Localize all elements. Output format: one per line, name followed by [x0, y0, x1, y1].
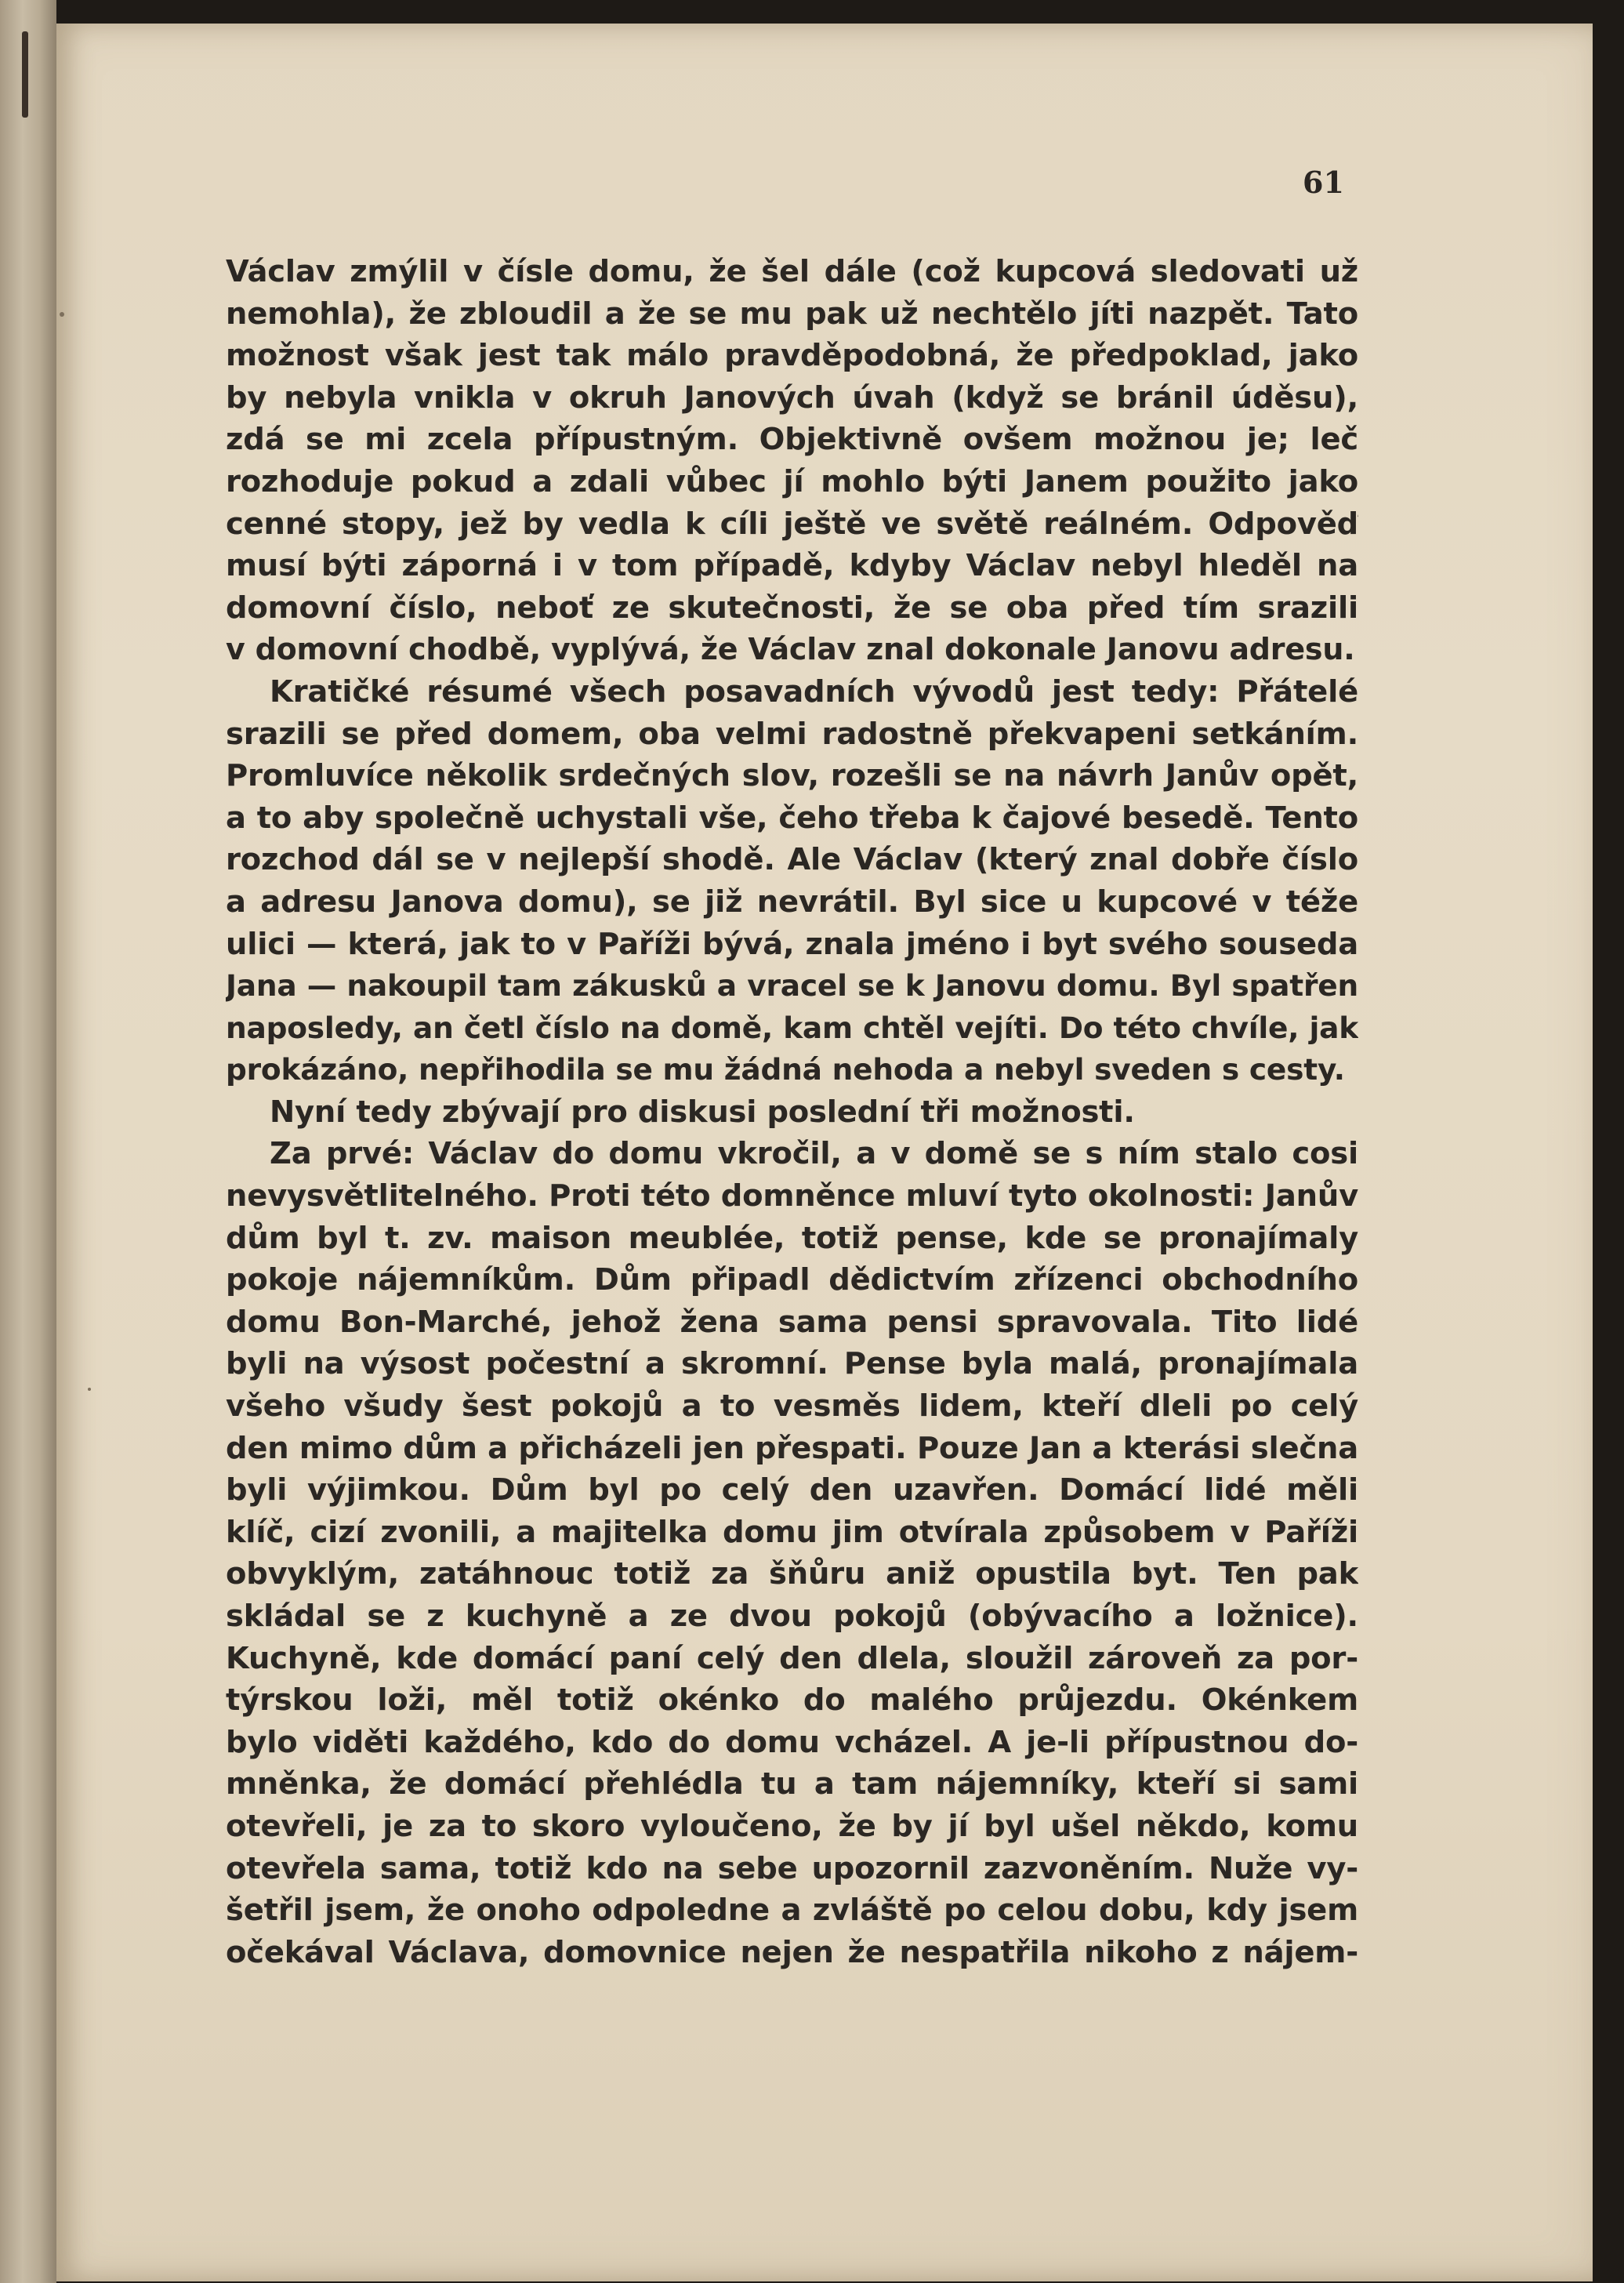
text-line: rozhoduje pokud a zdali vůbec jí mohlo býti Janem použito jako: [226, 463, 1358, 499]
text-line: rozchod dál se v nejlepší shodě. Ale Václav (který znal dobře číslo: [226, 842, 1358, 878]
text-line: by nebyla vnikla v okruh Janových úvah (když se bránil úděsu),: [226, 379, 1358, 416]
text-line: a adresu Janova domu), se již nevrátil. Byl sice u kupcové v téže: [226, 884, 1358, 920]
book-spine-edge: [0, 0, 56, 2283]
text-line: otevřeli, je za to skoro vyloučeno, že by jí byl ušel někdo, komu: [226, 1808, 1358, 1844]
text-line: domu Bon-Marché, jehož žena sama pensi spravovala. Tito lidé: [226, 1304, 1358, 1340]
text-line: očekával Václava, domovnice nejen že nespatřila nikoho z nájem-: [226, 1934, 1358, 1970]
text-line: v domovní chodbě, vyplývá, že Václav znal dokonale Janovu adresu.: [226, 632, 1355, 667]
text-line: musí býti záporná i v tom případě, kdyby Václav nebyl hleděl na: [226, 548, 1358, 584]
text-line: mněnka, že domácí přehlédla tu a tam nájemníky, kteří si sami: [226, 1766, 1358, 1802]
text-line: Jana — nakoupil tam zákusků a vracel se k Janovu domu. Byl spatřen: [226, 968, 1358, 1004]
text-line: Nyní tedy zbývají pro diskusi poslední tři možnosti.: [270, 1094, 1135, 1130]
binding-mark: [22, 31, 28, 118]
text-line: Kuchyně, kde domácí paní celý den dlela, sloužil zároveň za por-: [226, 1640, 1358, 1676]
text-line: skládal se z kuchyně a ze dvou pokojů (obývacího a ložnice).: [226, 1599, 1358, 1634]
body-text: [226, 251, 1358, 1973]
text-line: Václav zmýlil v čísle domu, že šel dále (což kupcová sledovati už: [226, 254, 1358, 289]
text-line: bylo viděti každého, kdo do domu vcházel. A je-li přípustnou do-: [226, 1724, 1358, 1760]
text-line: šetřil jsem, že onoho odpoledne a zvláště po celou dobu, kdy jsem: [226, 1893, 1358, 1929]
text-line: a to aby společně uchystali vše, čeho třeba k čajové besedě. Tento: [226, 800, 1358, 836]
text-line: Za prvé: Václav do domu vkročil, a v domě se s ním stalo cosi: [270, 1136, 1358, 1172]
text-line: domovní číslo, neboť ze skutečnosti, že se oba před tím srazili: [226, 590, 1358, 626]
text-line: týrskou loži, měl totiž okénko do malého průjezdu. Okénkem: [226, 1682, 1358, 1719]
text-line: Kratičké résumé všech posavadních vývodů jest tedy: Přátelé: [270, 673, 1358, 710]
text-line: obvyklým, zatáhnouc totiž za šňůru aniž opustila byt. Ten pak: [226, 1556, 1358, 1592]
text-line: zdá se mi zcela přípustným. Objektivně ovšem možnou je; leč: [226, 422, 1358, 458]
text-line: den mimo dům a přicházeli jen přespati. Pouze Jan a kterási slečna: [226, 1430, 1358, 1466]
text-line: nevysvětlitelného. Proti této domněnce mluví tyto okolnosti: Janův: [226, 1178, 1358, 1214]
text-line: všeho všudy šest pokojů a to vesměs lidem, kteří dleli po celý: [226, 1388, 1358, 1425]
text-line: srazili se před domem, oba velmi radostně překvapeni setkáním.: [226, 716, 1358, 752]
text-line: dům byl t. zv. maison meublée, totiž pense, kde se pronajímaly: [226, 1220, 1358, 1256]
text-line: Promluvíce několik srdečných slov, rozešli se na návrh Janův opět,: [226, 758, 1358, 794]
paper-speck: [60, 312, 64, 317]
page-number: 61: [1303, 165, 1344, 200]
text-line: byli na výsost počestní a skromní. Pense byla malá, pronajímala: [226, 1346, 1358, 1382]
text-line: prokázáno, nepřihodila se mu žádná nehoda a nebyl sveden s cesty.: [226, 1052, 1345, 1087]
text-line: možnost však jest tak málo pravděpodobná, že předpoklad, jako: [226, 338, 1358, 374]
paper-speck: [88, 1388, 91, 1391]
text-line: nemohla), že zbloudil a že se mu pak už nechtělo jíti nazpět. Tato: [226, 296, 1358, 332]
text-line: byli výjimkou. Dům byl po celý den uzavřen. Domácí lidé měli: [226, 1472, 1358, 1508]
text-line: ulici — která, jak to v Paříži bývá, znala jméno i byt svého souseda: [226, 926, 1358, 962]
text-line: klíč, cizí zvonili, a majitelka domu jim otvírala způsobem v Paříži: [226, 1514, 1358, 1550]
text-line: pokoje nájemníkům. Dům připadl dědictvím zřízenci obchodního: [226, 1262, 1358, 1298]
book-page: [56, 24, 1593, 2281]
text-line: naposledy, an četl číslo na domě, kam chtěl vejíti. Do této chvíle, jak: [226, 1010, 1358, 1045]
text-line: cenné stopy, jež by vedla k cíli ještě ve světě reálném. Odpověď: [226, 506, 1358, 542]
text-line: otevřela sama, totiž kdo na sebe upozornil zazvoněním. Nuže vy-: [226, 1850, 1358, 1886]
